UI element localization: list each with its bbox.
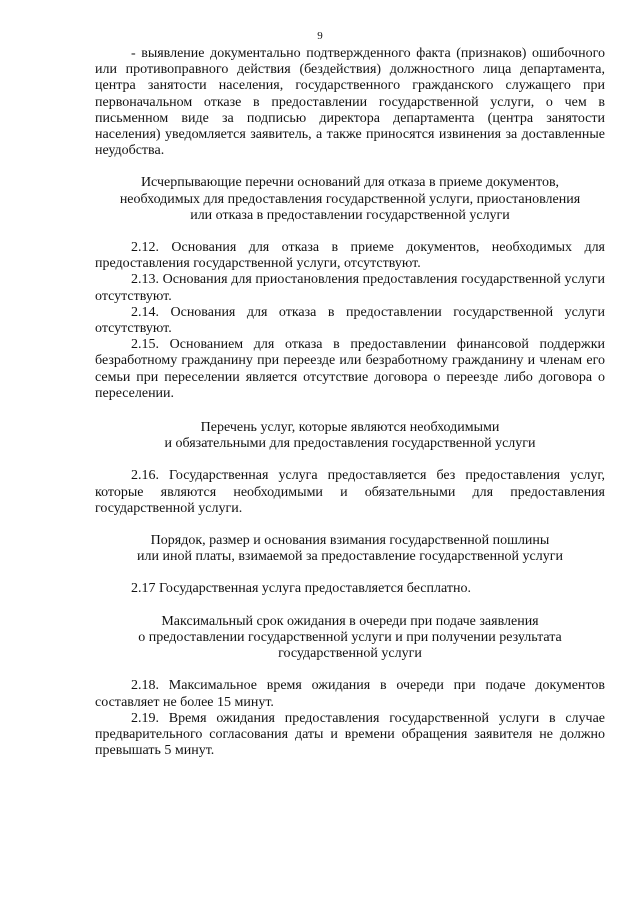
heading-line: государственной услуги [278,646,422,662]
paragraph-2-15: 2.15. Основанием для отказа в предоставлении финансовой поддержки безработному гражданину при переезде или безработному гражданину и членам его семьи при переселении является отсутствие договора о переезде либо договора о переселении. [95,337,605,401]
heading-line: о предоставлении государственной услуги и при получении результата [138,629,562,645]
paragraph-2-16: 2.16. Государственная услуга предоставляется без предоставления услуг, которые являются необходимыми и обязательными для предоставления государственной услуги. [95,468,605,516]
paragraph-refusal-grounds-item: - выявление документально подтвержденного факта (признаков) ошибочного или противоправного действия (бездействия) должностного лица департамента, центра занятости населения, государственного гражданского служащего при первоначальном отказе в предоставлении государственной услуги, о чем в письменном виде за подписью директора департамента (центра занятости населения) уведомляется заявитель, а также приносятся извинения за доставленные неудобства. [95,46,605,159]
section-heading-refusal-lists [95,175,605,224]
heading-line: Исчерпывающие перечни оснований для отказа в приеме документов, [140,175,560,191]
paragraph-2-19: 2.19. Время ожидания предоставления государственной услуги в случае предварительного согласования даты и времени обращения заявителя не должно превышать 5 минут. [95,710,605,759]
heading-line: и обязательными для предоставления государственной услуги [164,436,536,452]
section-heading-waiting-time [95,614,605,663]
document-body [95,46,605,759]
heading-line: или иной платы, взимаемой за предоставление государственной услуги [137,549,563,565]
page-number: 9 [317,30,323,42]
heading-line: или отказа в предоставлении государственной услуги [190,207,510,223]
section-heading-fee [95,533,605,565]
paragraph-2-12: 2.12. Основания для отказа в приеме документов, необходимых для предоставления государственной услуги, отсутствуют. [95,240,605,272]
paragraph-2-18: 2.18. Максимальное время ожидания в очереди при подаче документов составляет не более 15 минут. [95,678,605,710]
heading-line: Максимальный срок ожидания в очереди при подаче заявления [161,613,539,629]
paragraph-2-13: 2.13. Основания для приостановления предоставления государственной услуги отсутствуют. [95,272,605,304]
paragraph-2-17: 2.17 Государственная услуга предоставляется бесплатно. [131,581,471,597]
heading-line: необходимых для предоставления государственной услуги, приостановления [119,191,581,207]
paragraph-2-14: 2.14. Основания для отказа в предоставлении государственной услуги отсутствуют. [95,304,605,337]
heading-line: Порядок, размер и основания взимания государственной пошлины [150,533,550,549]
heading-line: Перечень услуг, которые являются необходимыми [200,420,500,436]
section-heading-required-services [95,420,605,452]
